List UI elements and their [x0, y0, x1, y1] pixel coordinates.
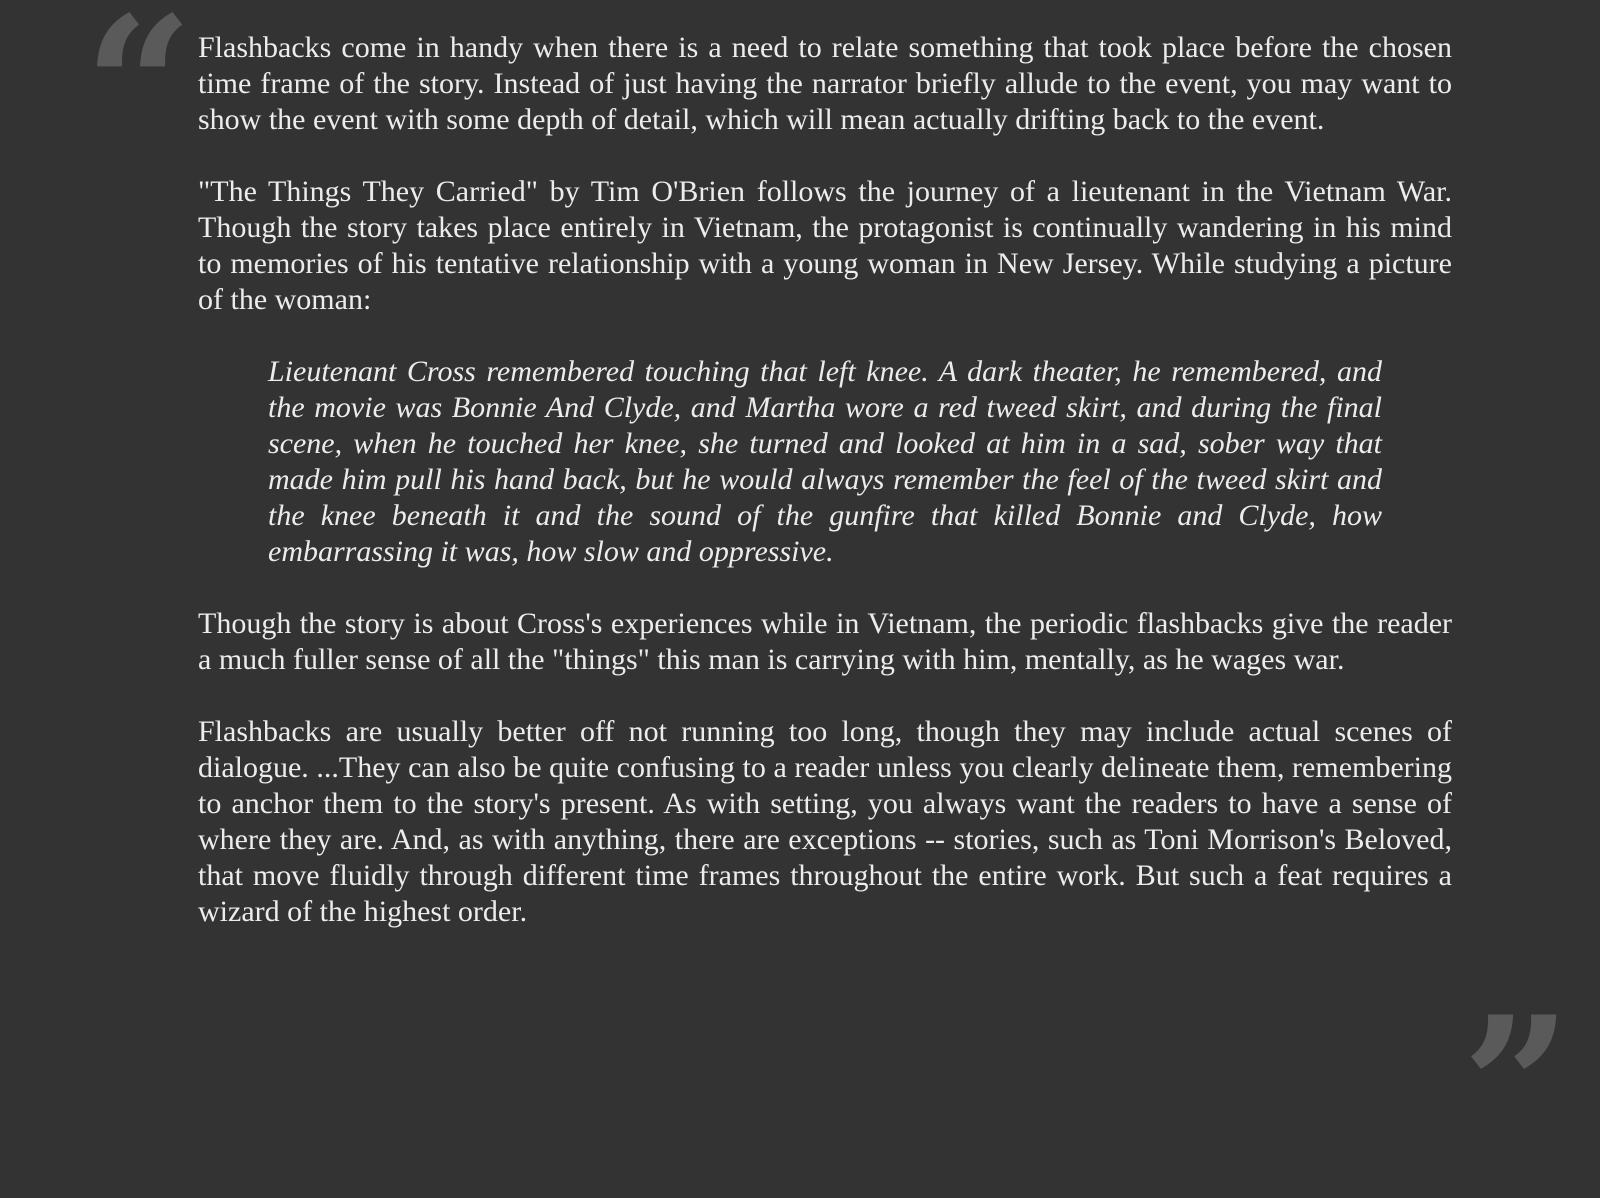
paragraph-intro: Flashbacks come in handy when there is a need to relate something that took place before the chosen time frame of the story. Instead of just having the narrator briefly allude to the event, you may want to show the event with some depth of detail, which will mean actually drifting back to the event. — [198, 31, 1452, 136]
open-quote-icon: “ — [84, 0, 194, 198]
block-quote: Lieutenant Cross remembered touching that left knee. A dark theater, he remembered, and the movie was Bonnie And Clyde, and Martha wore a red tweed skirt, and during the final scene, when he touched her knee, she turned and looked at him in a sad, sober way that made him pull his hand back, but he would always remember the feel of the tweed skirt and the knee beneath it and the sound of the gunfire that killed Bonnie and Clyde, how embarrassing it was, how slow and oppressive. — [268, 355, 1382, 568]
paragraph-cross-experiences: Though the story is about Cross's experiences while in Vietnam, the periodic flashbacks give the reader a much fuller sense of all the "things" this man is carrying with him, mentally, as he wages war. — [198, 607, 1452, 676]
paragraph-things-they-carried: "The Things They Carried" by Tim O'Brien follows the journey of a lieutenant in the Vietnam War. Though the story takes place entirely in Vietnam, the protagonist is continually wandering in his mind to memories of his tentative relationship with a young woman in New Jersey. While studying a picture of the woman: — [198, 175, 1452, 316]
paragraph-flashback-length: Flashbacks are usually better off not running too long, though they may include actual scenes of dialogue. ...They can also be quite confusing to a reader unless you clearly delineate them, remembering to anchor them to the story's present. As with setting, you always want the readers to have a sense of where they are. And, as with anything, there are exceptions -- stories, such as Toni Morrison's Beloved, that move fluidly through different time frames throughout the entire work. But such a feat requires a wizard of the highest order. — [198, 715, 1452, 928]
close-quote-icon: ” — [1462, 975, 1572, 1198]
article-body — [198, 30, 1452, 966]
